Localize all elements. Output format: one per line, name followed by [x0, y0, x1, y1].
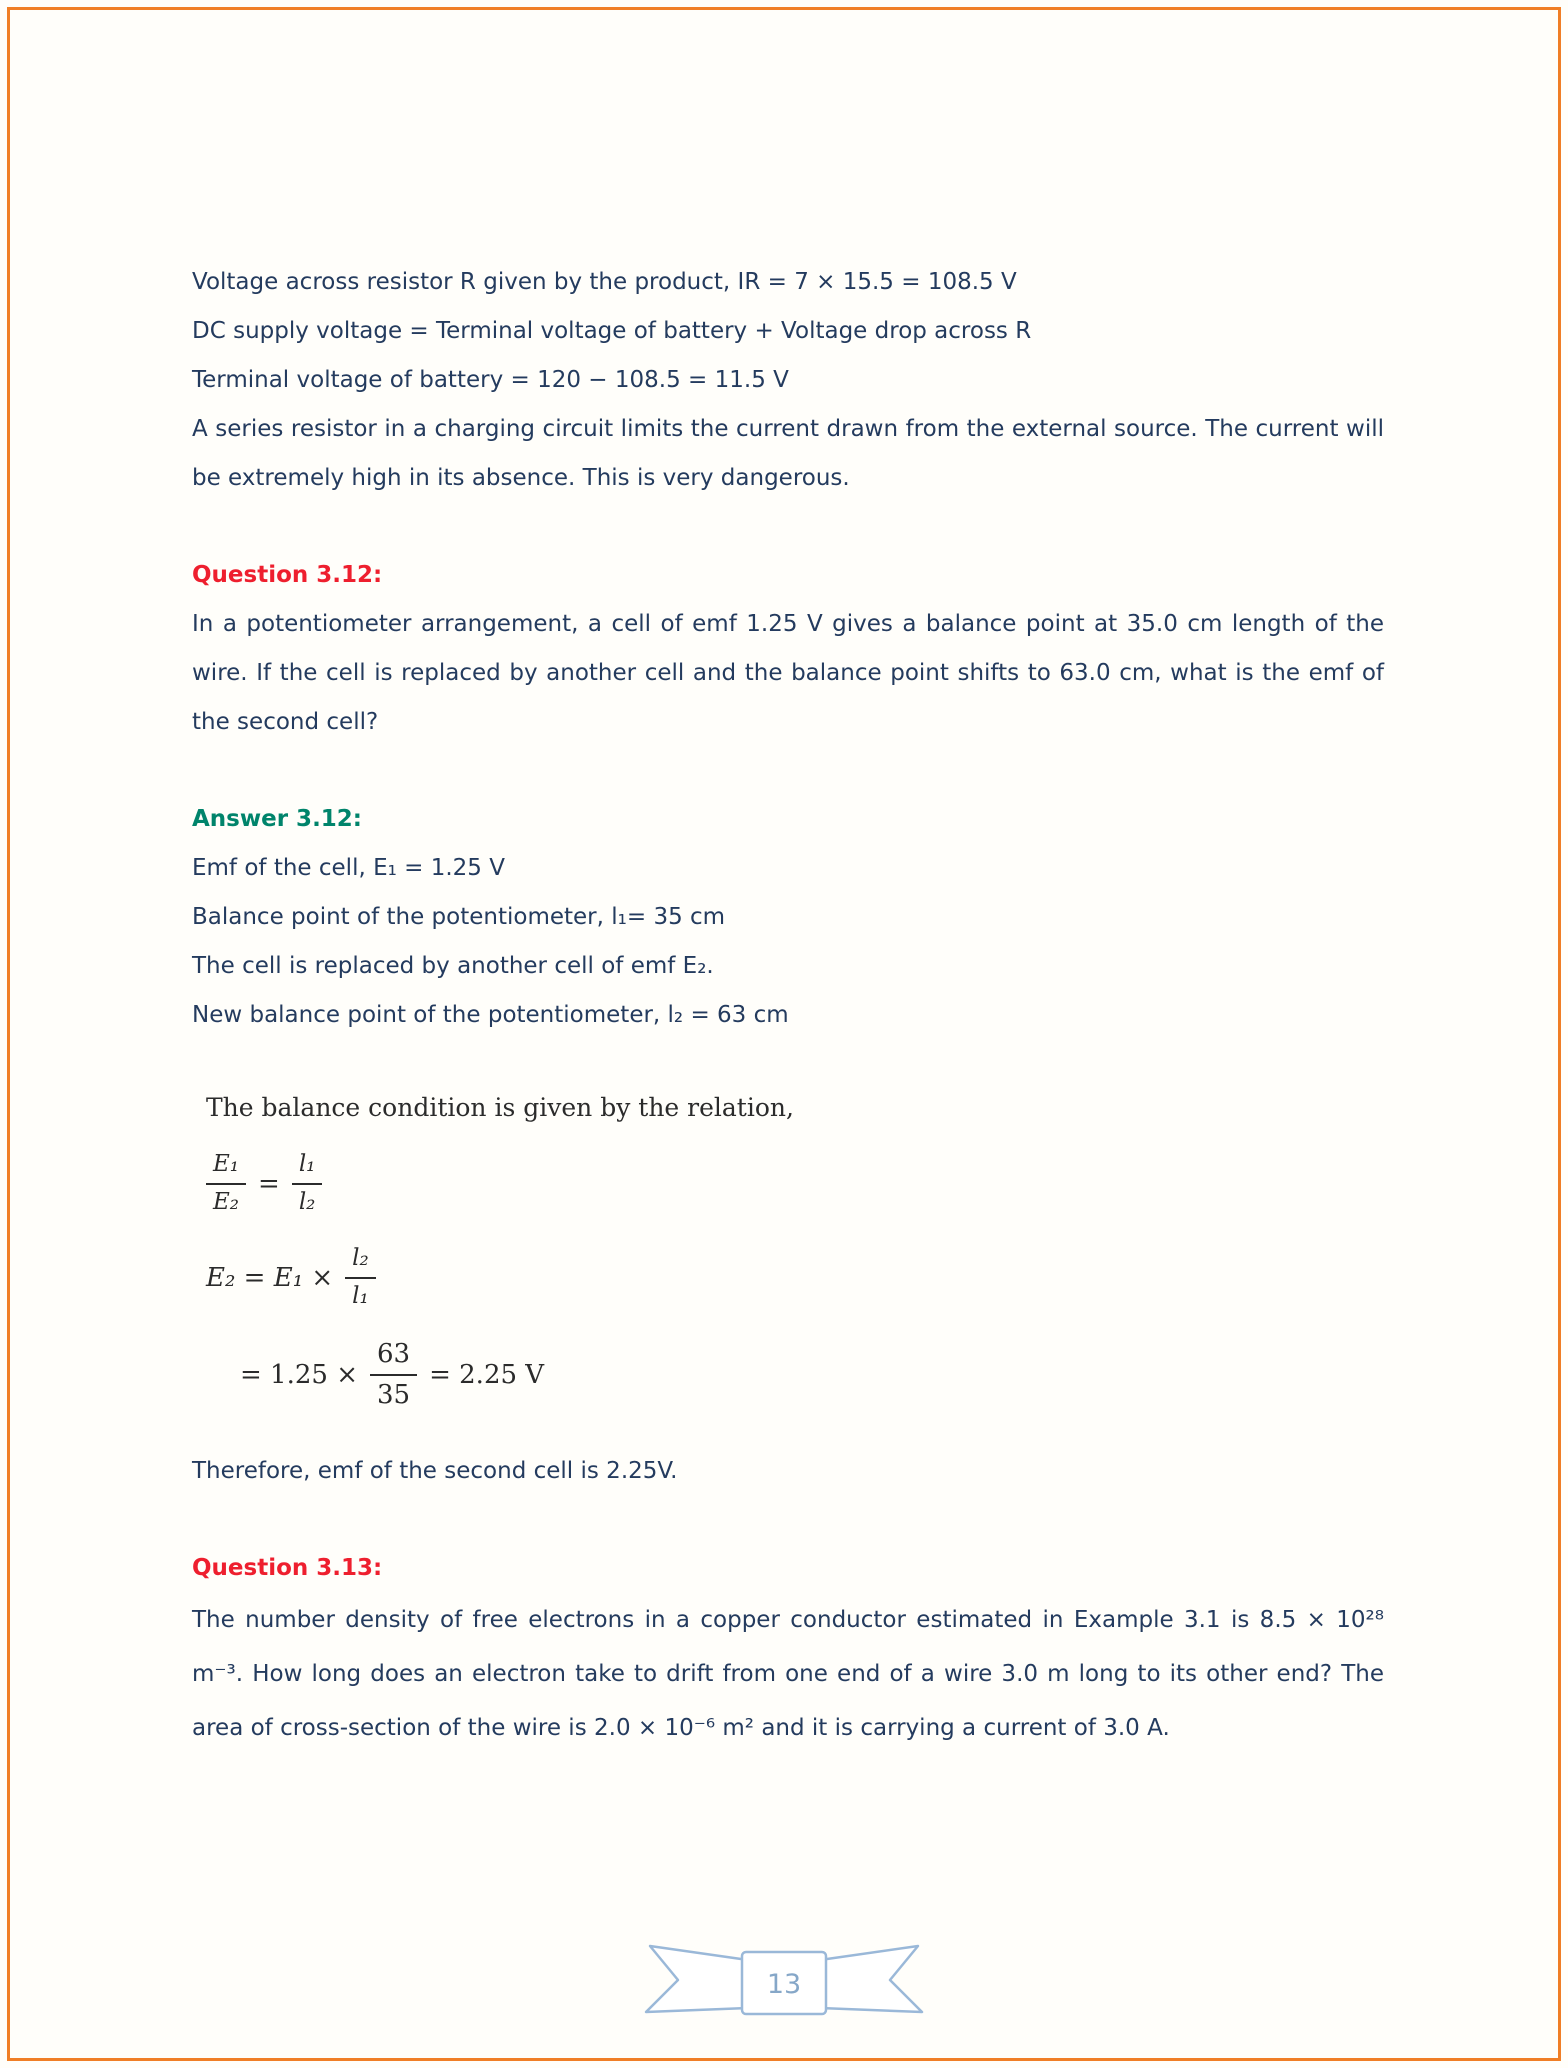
fraction-denominator: 35 [377, 1380, 411, 1411]
answer-311-continuation [192, 258, 1384, 503]
fraction-63-over-35 [370, 1338, 417, 1414]
ribbon-right-tail [820, 1946, 922, 2012]
answer-3-12-body [192, 844, 1384, 1040]
equals-sign: = [258, 1168, 280, 1199]
fraction-numerator: E₁ [206, 1150, 246, 1185]
balance-condition-formula-block [206, 1092, 1384, 1413]
question-3-13-body: The number density of free electrons in a copper conductor estimated in Example 3.1 is 8.5 × 10²⁸ m⁻³. How long does an electron take to drift from one end of a wire 3.0 m long to its other end? The area of cross-section of the wire is 2.0 × 10⁻⁶ m² and it is carrying a current of 3.0 A. [192, 1607, 1384, 1742]
answer-3-12-heading: Answer 3.12: [192, 806, 363, 832]
answer-line: Balance point of the potentiometer, l₁= 35 cm [192, 904, 726, 930]
equation-balance-ratio [206, 1150, 1384, 1218]
fraction-e1-over-e2 [206, 1150, 246, 1218]
answer-paragraph: A series resistor in a charging circuit limits the current drawn from the external source. The current will be extremely high in its absence. This is very dangerous. [192, 416, 1384, 491]
answer-line: New balance point of the potentiometer, l₂ = 63 cm [192, 1002, 789, 1028]
equation-lhs: E₂ = E₁ × [206, 1262, 334, 1293]
formula-intro-text: The balance condition is given by the relation, [206, 1093, 794, 1122]
question-3-13-heading: Question 3.13: [192, 1555, 383, 1582]
equation-result: = 2.25 V [429, 1360, 545, 1391]
page-footer [0, 1938, 1568, 2026]
answer-line: Terminal voltage of battery = 120 − 108.5 = 11.5 V [192, 367, 789, 393]
fraction-denominator: l₂ [298, 1188, 316, 1215]
question-3-12-body: In a potentiometer arrangement, a cell of emf 1.25 V gives a balance point at 35.0 cm length of the wire. If the cell is replaced by another cell and the balance point shifts to 63.0 cm, what is the emf of the second cell? [192, 611, 1384, 735]
equation-numeric-result [240, 1338, 1384, 1414]
equation-prefix: = 1.25 × [240, 1360, 358, 1391]
answer-line: Voltage across resistor R given by the product, IR = 7 × 15.5 = 108.5 V [192, 269, 1017, 295]
page-content [192, 258, 1384, 1755]
fraction-denominator: E₂ [213, 1188, 240, 1215]
fraction-numerator: 63 [370, 1338, 417, 1377]
fraction-denominator: l₁ [352, 1282, 369, 1309]
fraction-numerator: l₁ [292, 1150, 323, 1185]
fraction-l2-over-l1 [345, 1244, 376, 1312]
equation-e2-expression [206, 1244, 1384, 1312]
ribbon-left-tail [646, 1946, 748, 2012]
answer-line: The cell is replaced by another cell of emf E₂. [192, 953, 714, 979]
fraction-numerator: l₂ [345, 1244, 376, 1279]
page-number: 13 [766, 1969, 802, 2000]
answer-line: Emf of the cell, E₁ = 1.25 V [192, 855, 505, 881]
page-number-ribbon [624, 1938, 944, 2026]
answer-line: DC supply voltage = Terminal voltage of battery + Voltage drop across R [192, 318, 1032, 344]
answer-3-12-conclusion: Therefore, emf of the second cell is 2.25V. [192, 1458, 678, 1485]
question-3-12-heading: Question 3.12: [192, 562, 383, 588]
fraction-l1-over-l2 [292, 1150, 323, 1218]
